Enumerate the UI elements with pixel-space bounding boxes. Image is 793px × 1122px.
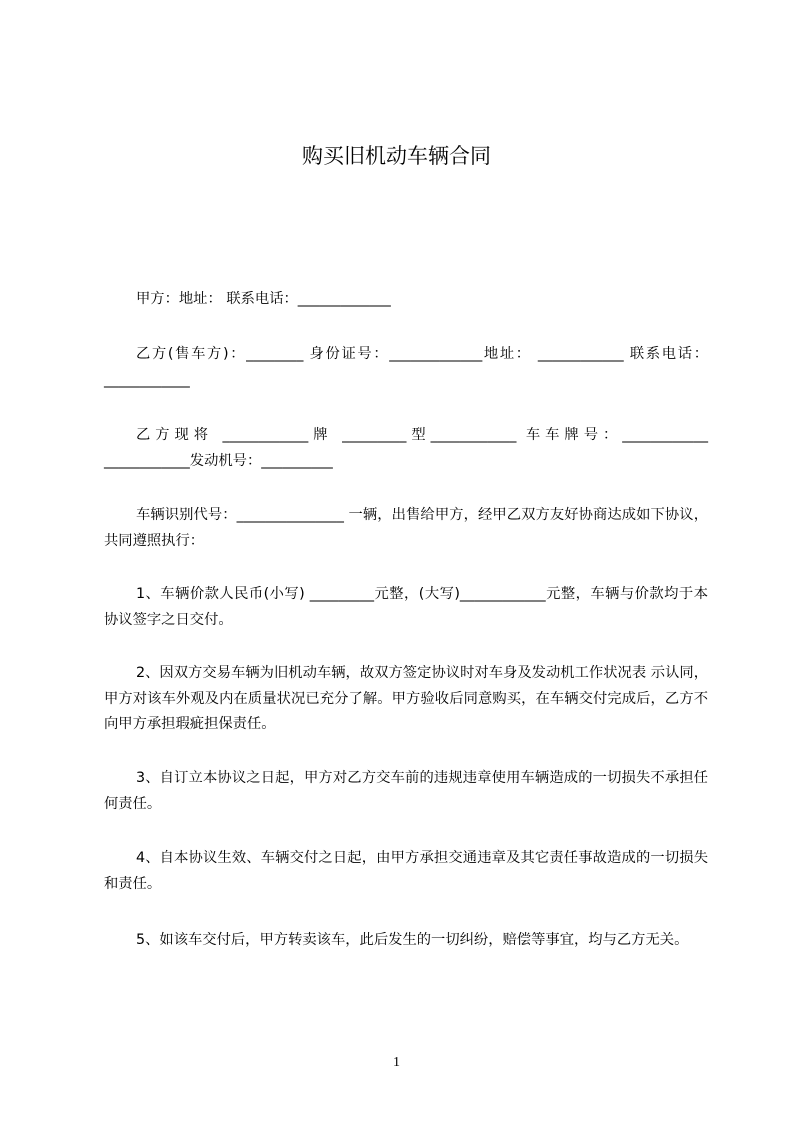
- paragraph-vehicle-info: 乙方现将 ____________牌 _________型____________ 车车牌号：____________ ____________发动机号：__________: [104, 427, 708, 469]
- clause-3: 3、自订立本协议之日起，甲方对乙方交车前的违规违章使用车辆造成的一切损失不承担任何责任。: [104, 770, 708, 812]
- paragraph-vin: 车辆识别代号：_______________ 一辆，出售给甲方，经甲乙双方友好协商达成如下协议，共同遵照执行：: [104, 507, 708, 549]
- clause-1: 1、车辆价款人民币(小写) _________元整，(大写)____________元整，车辆与价款均于本协议签字之日交付。: [104, 586, 708, 628]
- paragraph-party-a: 甲方：地址： 联系电话：_____________: [136, 291, 391, 307]
- document-title: 购买旧机动车辆合同: [302, 144, 491, 168]
- clause-5: 5、如该车交付后，甲方转卖该车，此后发生的一切纠纷，赔偿等事宜，均与乙方无关。: [136, 932, 689, 948]
- page-number: 1: [393, 1055, 400, 1070]
- clause-4: 4、自本协议生效、车辆交付之日起，由甲方承担交通违章及其它责任事故造成的一切损失和责任。: [104, 850, 708, 892]
- clause-2: 2、因双方交易车辆为旧机动车辆，故双方签定协议时对车身及发动机工作状况表 示认同，甲方对该车外观及内在质量状况已充分了解。甲方验收后同意购买，在车辆交付完成后，乙方不向甲方承担瑕疵担保责任。: [104, 665, 708, 732]
- paragraph-party-b: 乙方(售车方)：________ 身份证号：_____________地址： ____________ 联系电话：____________: [104, 346, 708, 388]
